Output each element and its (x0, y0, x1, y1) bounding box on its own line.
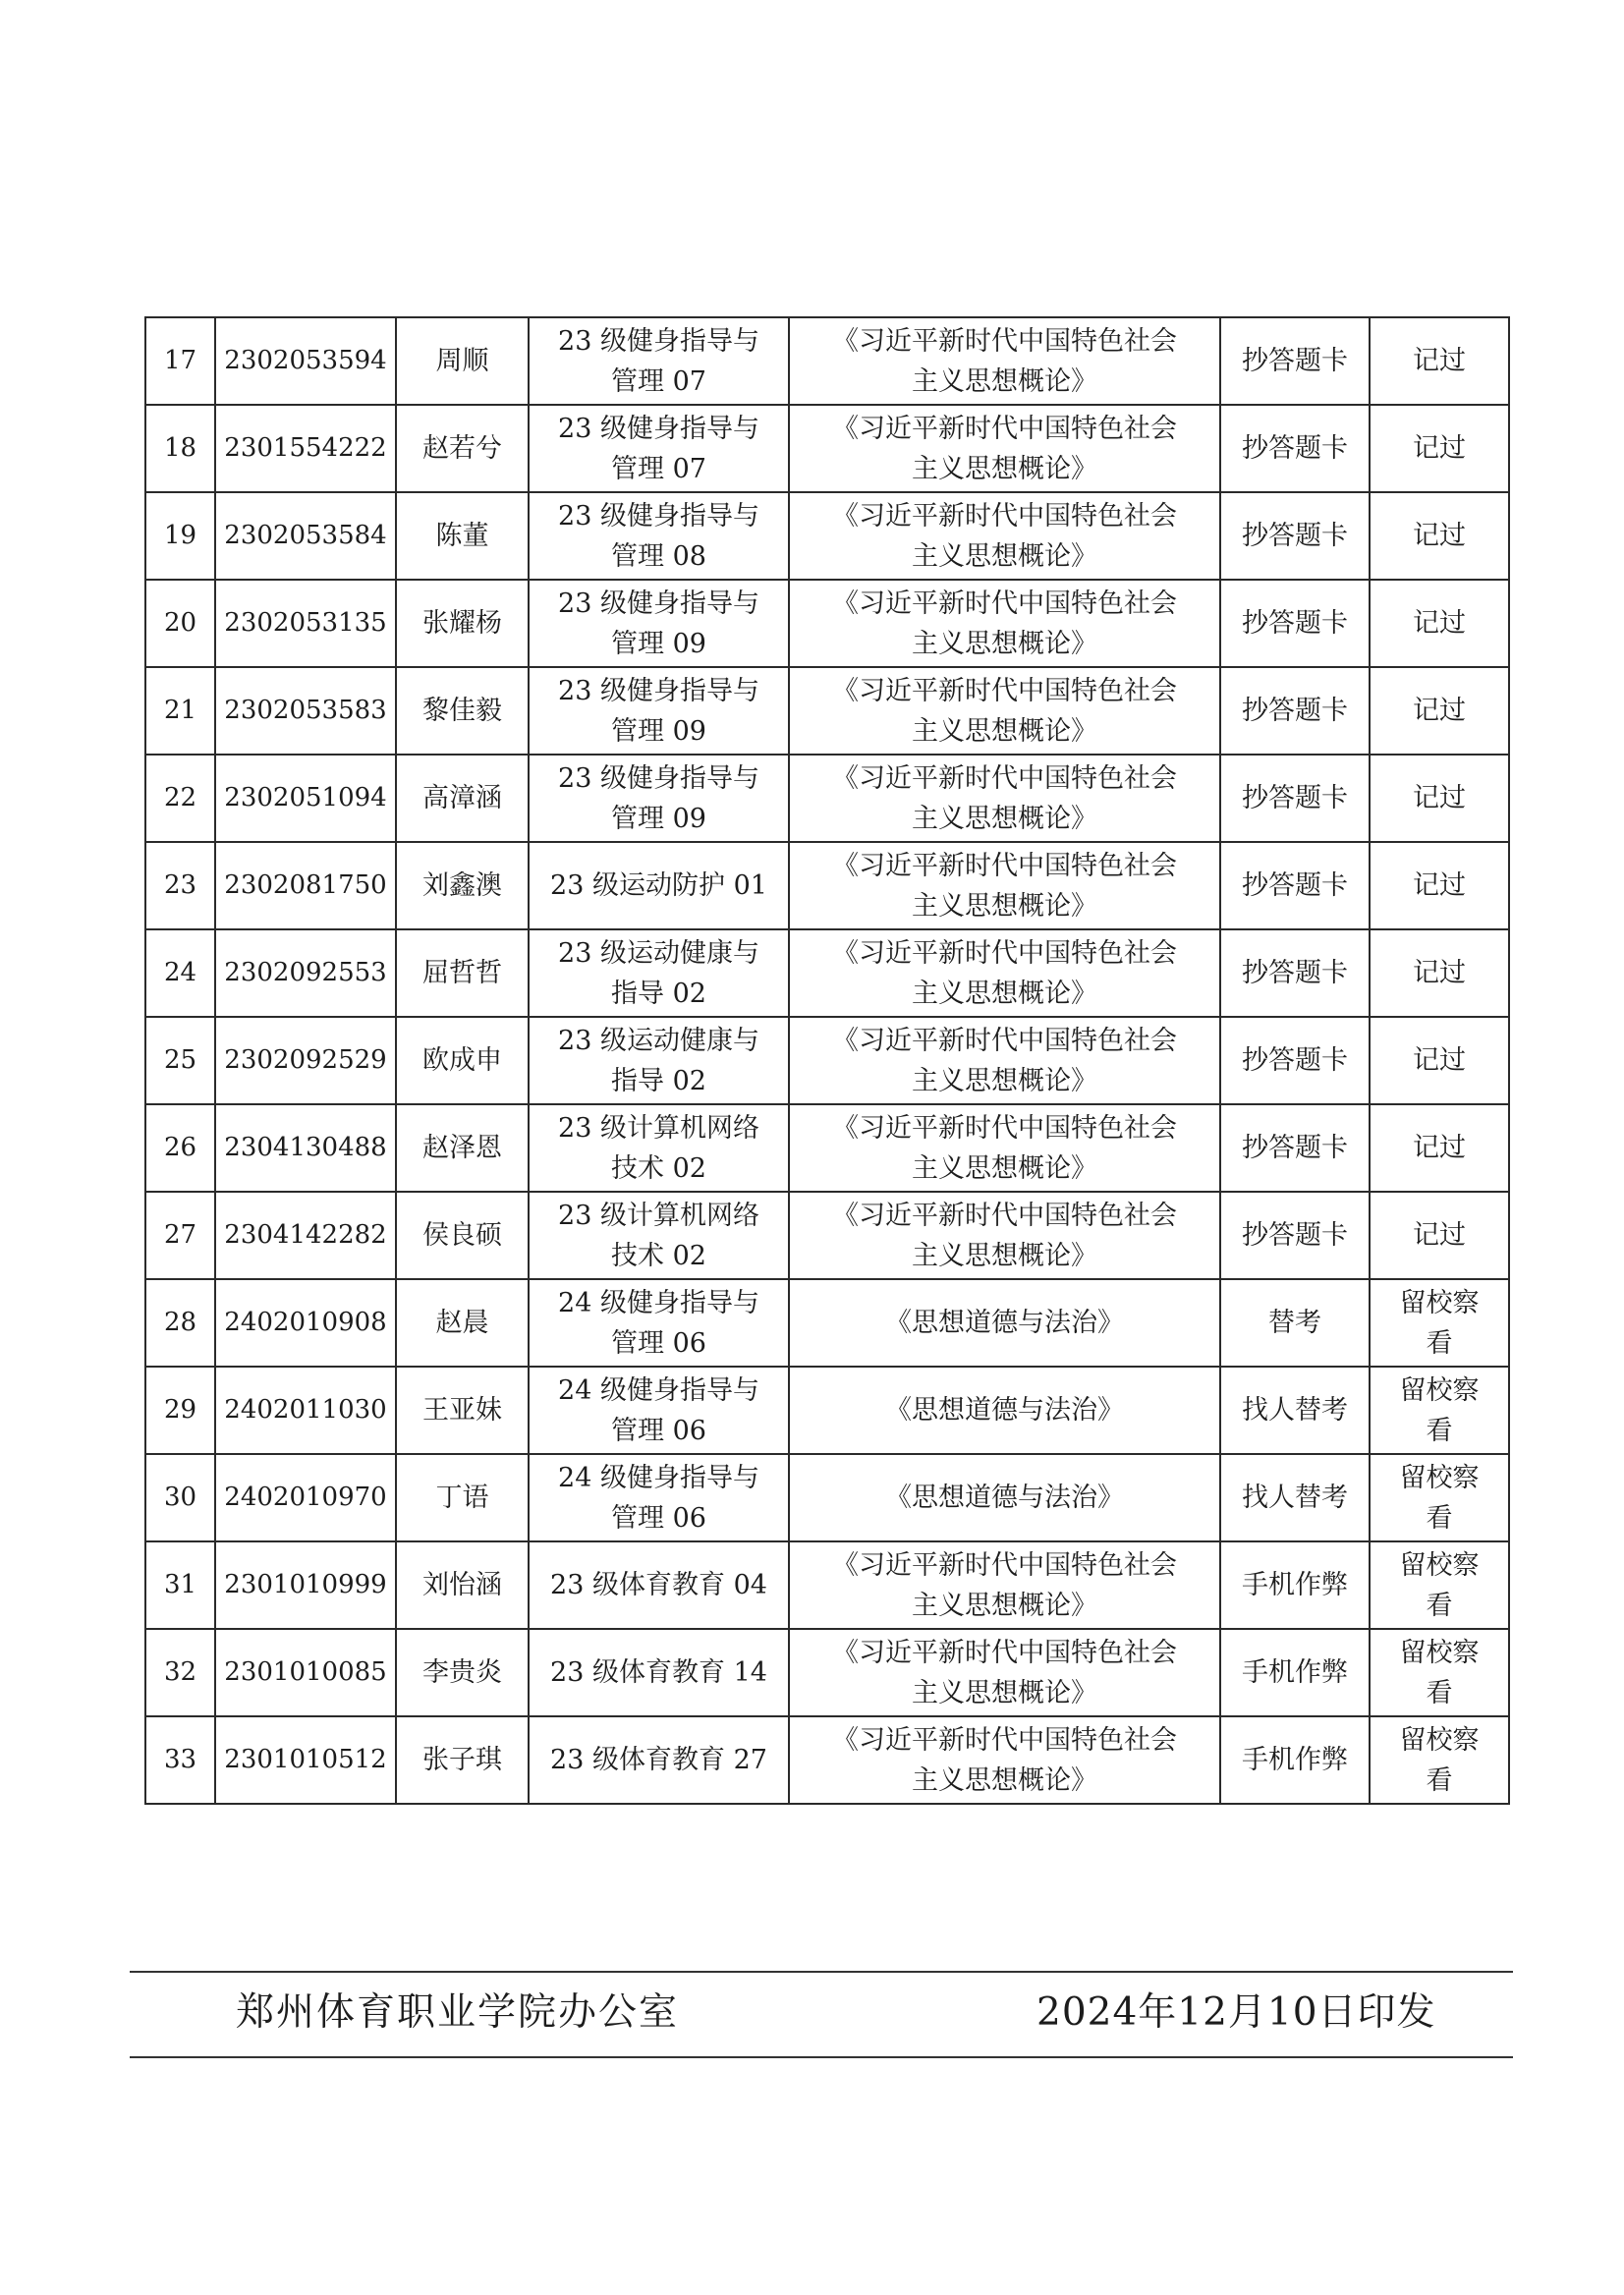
course-name-cell (789, 929, 1220, 1017)
course-name-cell (789, 1279, 1220, 1367)
penalty-line-1: 记过 (1413, 870, 1466, 901)
class-name-line-2: 管理 09 (611, 803, 706, 834)
course-name-line-1: 《思想道德与法治》 (885, 1308, 1124, 1338)
class-name-cell (529, 1716, 789, 1804)
class-name-line-2: 管理 09 (611, 628, 706, 659)
penalty-cell (1370, 929, 1509, 1017)
class-name-line-2: 指导 02 (611, 978, 706, 1009)
class-name-line-2: 管理 06 (611, 1327, 706, 1359)
penalty-line-1: 留校察 (1399, 1549, 1480, 1581)
penalty-line-1: 记过 (1413, 433, 1466, 464)
violation-type-cell (1220, 1716, 1370, 1804)
row-number-cell (145, 1716, 215, 1804)
penalty-cell (1370, 317, 1509, 405)
penalty-line-1: 记过 (1413, 346, 1466, 376)
course-name-line-2: 主义思想概论》 (912, 1764, 1097, 1796)
course-name-cell (789, 667, 1220, 755)
row-number-cell (145, 580, 215, 667)
row-number: 22 (163, 783, 197, 812)
row-number: 25 (163, 1045, 197, 1075)
penalty-cell (1370, 492, 1509, 580)
course-name-cell (789, 755, 1220, 842)
class-name-line-1: 23 级健身指导与 (558, 325, 759, 357)
row-number-cell (145, 1367, 215, 1454)
penalty-cell (1370, 842, 1509, 929)
student-name-cell (396, 580, 529, 667)
course-name-line-1: 《习近平新时代中国特色社会 (832, 850, 1177, 881)
course-name-line-2: 主义思想概论》 (912, 715, 1097, 747)
class-name-cell (529, 1104, 789, 1192)
course-name-line-2: 主义思想概论》 (912, 1590, 1097, 1621)
penalty-line-2: 看 (1426, 1327, 1453, 1359)
violation-type-cell (1220, 317, 1370, 405)
student-id-cell (215, 1716, 396, 1804)
student-name: 周顺 (435, 346, 489, 376)
violation-type: 替考 (1268, 1308, 1321, 1338)
row-number: 26 (163, 1133, 197, 1162)
violation-type: 抄答题卡 (1242, 1133, 1348, 1163)
table-row (145, 1279, 1509, 1367)
penalty-line-2: 看 (1426, 1415, 1453, 1446)
violation-type-cell (1220, 405, 1370, 492)
table-row (145, 842, 1509, 929)
student-id-cell (215, 929, 396, 1017)
student-id-cell (215, 842, 396, 929)
course-name-line-1: 《思想道德与法治》 (885, 1483, 1124, 1513)
student-name: 陈董 (435, 521, 489, 551)
student-name-cell (396, 317, 529, 405)
table-row (145, 317, 1509, 405)
row-number-cell (145, 317, 215, 405)
student-id: 2304130488 (224, 1133, 387, 1162)
class-name-line-2: 管理 06 (611, 1502, 706, 1534)
class-name-line-1: 24 级健身指导与 (558, 1374, 759, 1406)
course-name-line-1: 《习近平新时代中国特色社会 (832, 1200, 1177, 1231)
course-name-cell (789, 405, 1220, 492)
student-name-cell (396, 1017, 529, 1104)
class-name-line-1: 23 级健身指导与 (558, 588, 759, 619)
student-id: 2302051094 (224, 783, 387, 812)
class-name-line-2: 管理 06 (611, 1415, 706, 1446)
violation-type: 手机作弊 (1242, 1570, 1348, 1600)
penalty-cell (1370, 1716, 1509, 1804)
penalty-line-1: 留校察 (1399, 1724, 1480, 1756)
penalty-line-1: 留校察 (1399, 1462, 1480, 1493)
violation-type-cell (1220, 1104, 1370, 1192)
penalty-line-1: 记过 (1413, 521, 1466, 551)
row-number-cell (145, 1017, 215, 1104)
class-name-cell (529, 1017, 789, 1104)
violation-type-cell (1220, 842, 1370, 929)
course-name-cell (789, 1192, 1220, 1279)
table-row (145, 580, 1509, 667)
course-name-line-1: 《习近平新时代中国特色社会 (832, 1112, 1177, 1144)
violation-type-cell (1220, 1367, 1370, 1454)
table-row (145, 1192, 1509, 1279)
course-name-cell (789, 1716, 1220, 1804)
class-name-cell (529, 1454, 789, 1541)
violation-type-cell (1220, 1541, 1370, 1629)
violation-type: 抄答题卡 (1242, 870, 1348, 901)
violation-type: 找人替考 (1242, 1395, 1348, 1426)
course-name-line-2: 主义思想概论》 (912, 1240, 1097, 1271)
class-name-line-1: 24 级健身指导与 (558, 1287, 759, 1318)
row-number: 20 (163, 608, 197, 638)
penalty-line-1: 留校察 (1399, 1287, 1480, 1318)
row-number: 24 (163, 958, 197, 987)
penalty-line-1: 记过 (1413, 1133, 1466, 1163)
class-name-line-2: 指导 02 (611, 1065, 706, 1096)
class-name-line-1: 23 级计算机网络 (558, 1200, 759, 1231)
student-name-cell (396, 1367, 529, 1454)
course-name-line-1: 《习近平新时代中国特色社会 (832, 937, 1177, 969)
violation-type: 抄答题卡 (1242, 521, 1348, 551)
penalty-line-1: 留校察 (1399, 1637, 1480, 1668)
class-name-cell (529, 755, 789, 842)
class-name-cell (529, 492, 789, 580)
course-name-line-2: 主义思想概论》 (912, 978, 1097, 1009)
course-name-line-2: 主义思想概论》 (912, 1677, 1097, 1708)
table-row (145, 492, 1509, 580)
student-id: 2402010908 (224, 1308, 387, 1337)
table-row (145, 1104, 1509, 1192)
student-id-cell (215, 580, 396, 667)
course-name-cell (789, 1454, 1220, 1541)
class-name-cell (529, 842, 789, 929)
course-name-line-2: 主义思想概论》 (912, 890, 1097, 922)
penalty-line-2: 看 (1426, 1764, 1453, 1796)
student-id-cell (215, 1192, 396, 1279)
course-name-cell (789, 580, 1220, 667)
student-id: 2301010512 (224, 1745, 387, 1774)
student-id-cell (215, 667, 396, 755)
penalty-line-2: 看 (1426, 1590, 1453, 1621)
penalty-line-1: 留校察 (1399, 1374, 1480, 1406)
course-name-line-1: 《习近平新时代中国特色社会 (832, 1724, 1177, 1756)
student-name-cell (396, 929, 529, 1017)
penalty-cell (1370, 1017, 1509, 1104)
student-name-cell (396, 667, 529, 755)
table-row (145, 405, 1509, 492)
row-number: 31 (163, 1570, 197, 1599)
violation-type-cell (1220, 1629, 1370, 1716)
student-id-cell (215, 1454, 396, 1541)
row-number: 30 (163, 1483, 197, 1512)
class-name-line-1: 23 级体育教育 04 (550, 1570, 767, 1600)
course-name-line-1: 《习近平新时代中国特色社会 (832, 1025, 1177, 1056)
penalty-cell (1370, 1192, 1509, 1279)
penalty-line-1: 记过 (1413, 1045, 1466, 1076)
course-name-cell (789, 1629, 1220, 1716)
student-id: 2402011030 (224, 1395, 387, 1425)
student-id: 2302053584 (224, 521, 387, 550)
row-number-cell (145, 1629, 215, 1716)
course-name-line-1: 《习近平新时代中国特色社会 (832, 325, 1177, 357)
row-number: 29 (163, 1395, 197, 1425)
penalty-cell (1370, 1104, 1509, 1192)
class-name-line-1: 23 级健身指导与 (558, 762, 759, 794)
student-name: 赵泽恩 (422, 1133, 502, 1163)
student-name: 赵晨 (435, 1308, 489, 1338)
table-row (145, 1541, 1509, 1629)
violation-type-cell (1220, 1192, 1370, 1279)
violation-type: 抄答题卡 (1242, 783, 1348, 813)
course-name-line-2: 主义思想概论》 (912, 628, 1097, 659)
row-number-cell (145, 492, 215, 580)
penalty-line-1: 记过 (1413, 783, 1466, 813)
course-name-line-1: 《习近平新时代中国特色社会 (832, 1549, 1177, 1581)
student-name-cell (396, 1104, 529, 1192)
student-id-cell (215, 1279, 396, 1367)
class-name-line-1: 23 级运动健康与 (558, 1025, 759, 1056)
course-name-line-2: 主义思想概论》 (912, 453, 1097, 484)
student-id-cell (215, 1017, 396, 1104)
student-id: 2301554222 (224, 433, 387, 463)
row-number-cell (145, 929, 215, 1017)
student-id: 2302053594 (224, 346, 387, 375)
student-name: 高漳涵 (422, 783, 502, 813)
violation-type-cell (1220, 580, 1370, 667)
course-name-line-1: 《习近平新时代中国特色社会 (832, 500, 1177, 532)
class-name-line-2: 管理 08 (611, 540, 706, 572)
row-number-cell (145, 667, 215, 755)
class-name-line-1: 23 级体育教育 14 (550, 1657, 767, 1688)
table-row (145, 929, 1509, 1017)
student-name-cell (396, 755, 529, 842)
class-name-cell (529, 1367, 789, 1454)
penalty-cell (1370, 755, 1509, 842)
violation-type-cell (1220, 755, 1370, 842)
student-id-cell (215, 1629, 396, 1716)
class-name-cell (529, 1192, 789, 1279)
student-id-cell (215, 1541, 396, 1629)
row-number-cell (145, 1541, 215, 1629)
student-id-cell (215, 755, 396, 842)
table-row (145, 755, 1509, 842)
student-name: 刘怡涵 (422, 1570, 502, 1600)
row-number: 32 (163, 1657, 197, 1687)
student-name-cell (396, 405, 529, 492)
row-number: 21 (163, 696, 197, 725)
course-name-line-1: 《习近平新时代中国特色社会 (832, 675, 1177, 706)
course-name-line-2: 主义思想概论》 (912, 365, 1097, 397)
table-row (145, 1367, 1509, 1454)
penalty-cell (1370, 1454, 1509, 1541)
student-id-cell (215, 405, 396, 492)
course-name-line-2: 主义思想概论》 (912, 1152, 1097, 1184)
student-name: 赵若兮 (422, 433, 502, 464)
class-name-line-2: 技术 02 (611, 1152, 706, 1184)
course-name-cell (789, 492, 1220, 580)
class-name-line-2: 管理 07 (611, 365, 706, 397)
course-name-line-2: 主义思想概论》 (912, 803, 1097, 834)
class-name-cell (529, 929, 789, 1017)
violation-type-cell (1220, 1454, 1370, 1541)
issue-date: 2024年12月10日印发 (1036, 1990, 1436, 2035)
student-id-cell (215, 1367, 396, 1454)
violation-type: 抄答题卡 (1242, 608, 1348, 639)
student-id: 2302053583 (224, 696, 387, 725)
student-name-cell (396, 1629, 529, 1716)
class-name-line-1: 23 级健身指导与 (558, 675, 759, 706)
student-name-cell (396, 1192, 529, 1279)
class-name-cell (529, 1541, 789, 1629)
class-name-line-1: 24 级健身指导与 (558, 1462, 759, 1493)
penalty-line-2: 看 (1426, 1677, 1453, 1708)
violation-type: 抄答题卡 (1242, 958, 1348, 988)
course-name-cell (789, 842, 1220, 929)
violation-type: 手机作弊 (1242, 1745, 1348, 1775)
penalty-cell (1370, 1279, 1509, 1367)
row-number-cell (145, 1104, 215, 1192)
penalty-cell (1370, 1367, 1509, 1454)
class-name-line-1: 23 级运动健康与 (558, 937, 759, 969)
student-name-cell (396, 1279, 529, 1367)
footer-divider-bottom (130, 2056, 1513, 2058)
student-name: 侯良硕 (422, 1220, 502, 1251)
penalty-cell (1370, 667, 1509, 755)
student-id: 2304142282 (224, 1220, 387, 1250)
student-id: 2302092529 (224, 1045, 387, 1075)
student-name: 欧成申 (422, 1045, 502, 1076)
penalty-line-1: 记过 (1413, 696, 1466, 726)
row-number-cell (145, 842, 215, 929)
violation-type: 手机作弊 (1242, 1657, 1348, 1688)
row-number-cell (145, 1192, 215, 1279)
penalty-line-1: 记过 (1413, 958, 1466, 988)
violation-type-cell (1220, 1017, 1370, 1104)
course-name-cell (789, 1017, 1220, 1104)
course-name-line-1: 《习近平新时代中国特色社会 (832, 762, 1177, 794)
row-number: 19 (163, 521, 197, 550)
violation-type: 抄答题卡 (1242, 1220, 1348, 1251)
class-name-line-1: 23 级体育教育 27 (550, 1745, 767, 1775)
violation-type-cell (1220, 667, 1370, 755)
class-name-line-1: 23 级健身指导与 (558, 413, 759, 444)
penalty-line-1: 记过 (1413, 608, 1466, 639)
row-number: 23 (163, 870, 197, 900)
class-name-line-2: 管理 07 (611, 453, 706, 484)
student-id-cell (215, 1104, 396, 1192)
table-row (145, 1629, 1509, 1716)
student-name-cell (396, 1454, 529, 1541)
student-name: 张耀杨 (422, 608, 502, 639)
violation-type: 抄答题卡 (1242, 346, 1348, 376)
course-name-cell (789, 1104, 1220, 1192)
table-row (145, 1716, 1509, 1804)
row-number-cell (145, 1454, 215, 1541)
class-name-line-2: 管理 09 (611, 715, 706, 747)
student-id: 2302081750 (224, 870, 387, 900)
issuing-office: 郑州体育职业学院办公室 (236, 1990, 680, 2035)
course-name-cell (789, 1541, 1220, 1629)
class-name-line-1: 23 级健身指导与 (558, 500, 759, 532)
student-id: 2302092553 (224, 958, 387, 987)
disciplinary-record-table (144, 316, 1510, 1805)
violation-type: 抄答题卡 (1242, 1045, 1348, 1076)
row-number: 18 (163, 433, 197, 463)
class-name-line-1: 23 级运动防护 01 (550, 870, 767, 901)
student-id-cell (215, 492, 396, 580)
violation-type: 找人替考 (1242, 1483, 1348, 1513)
student-name-cell (396, 1716, 529, 1804)
student-name: 李贵炎 (422, 1657, 502, 1688)
footer-divider-top (130, 1971, 1513, 1973)
student-id: 2402010970 (224, 1483, 387, 1512)
course-name-line-1: 《思想道德与法治》 (885, 1395, 1124, 1426)
row-number: 27 (163, 1220, 197, 1250)
class-name-cell (529, 1629, 789, 1716)
row-number: 28 (163, 1308, 197, 1337)
row-number-cell (145, 1279, 215, 1367)
penalty-cell (1370, 1629, 1509, 1716)
student-name: 丁语 (435, 1483, 489, 1513)
penalty-line-1: 记过 (1413, 1220, 1466, 1251)
violation-type-cell (1220, 1279, 1370, 1367)
class-name-line-1: 23 级计算机网络 (558, 1112, 759, 1144)
penalty-cell (1370, 405, 1509, 492)
course-name-line-1: 《习近平新时代中国特色社会 (832, 1637, 1177, 1668)
course-name-line-2: 主义思想概论》 (912, 540, 1097, 572)
student-id: 2301010085 (224, 1657, 387, 1687)
violation-type: 抄答题卡 (1242, 433, 1348, 464)
class-name-cell (529, 317, 789, 405)
student-name: 黎佳毅 (422, 696, 502, 726)
course-name-cell (789, 317, 1220, 405)
violation-type-cell (1220, 492, 1370, 580)
course-name-line-2: 主义思想概论》 (912, 1065, 1097, 1096)
student-name: 王亚妹 (422, 1395, 502, 1426)
violation-type: 抄答题卡 (1242, 696, 1348, 726)
row-number-cell (145, 755, 215, 842)
class-name-line-2: 技术 02 (611, 1240, 706, 1271)
course-name-line-1: 《习近平新时代中国特色社会 (832, 413, 1177, 444)
class-name-cell (529, 580, 789, 667)
student-name: 张子琪 (422, 1745, 502, 1775)
student-id: 2301010999 (224, 1570, 387, 1599)
row-number: 33 (163, 1745, 197, 1774)
violation-type-cell (1220, 929, 1370, 1017)
student-name-cell (396, 492, 529, 580)
student-name-cell (396, 1541, 529, 1629)
penalty-cell (1370, 580, 1509, 667)
table-body (145, 317, 1509, 1804)
penalty-line-2: 看 (1426, 1502, 1453, 1534)
student-name: 刘鑫澳 (422, 870, 502, 901)
course-name-cell (789, 1367, 1220, 1454)
student-name: 屈哲哲 (422, 958, 502, 988)
row-number: 17 (163, 346, 197, 375)
student-name-cell (396, 842, 529, 929)
table-row (145, 667, 1509, 755)
class-name-cell (529, 405, 789, 492)
table-row (145, 1454, 1509, 1541)
table-row (145, 1017, 1509, 1104)
course-name-line-1: 《习近平新时代中国特色社会 (832, 588, 1177, 619)
penalty-cell (1370, 1541, 1509, 1629)
row-number-cell (145, 405, 215, 492)
class-name-cell (529, 667, 789, 755)
student-id-cell (215, 317, 396, 405)
student-id: 2302053135 (224, 608, 387, 638)
class-name-cell (529, 1279, 789, 1367)
